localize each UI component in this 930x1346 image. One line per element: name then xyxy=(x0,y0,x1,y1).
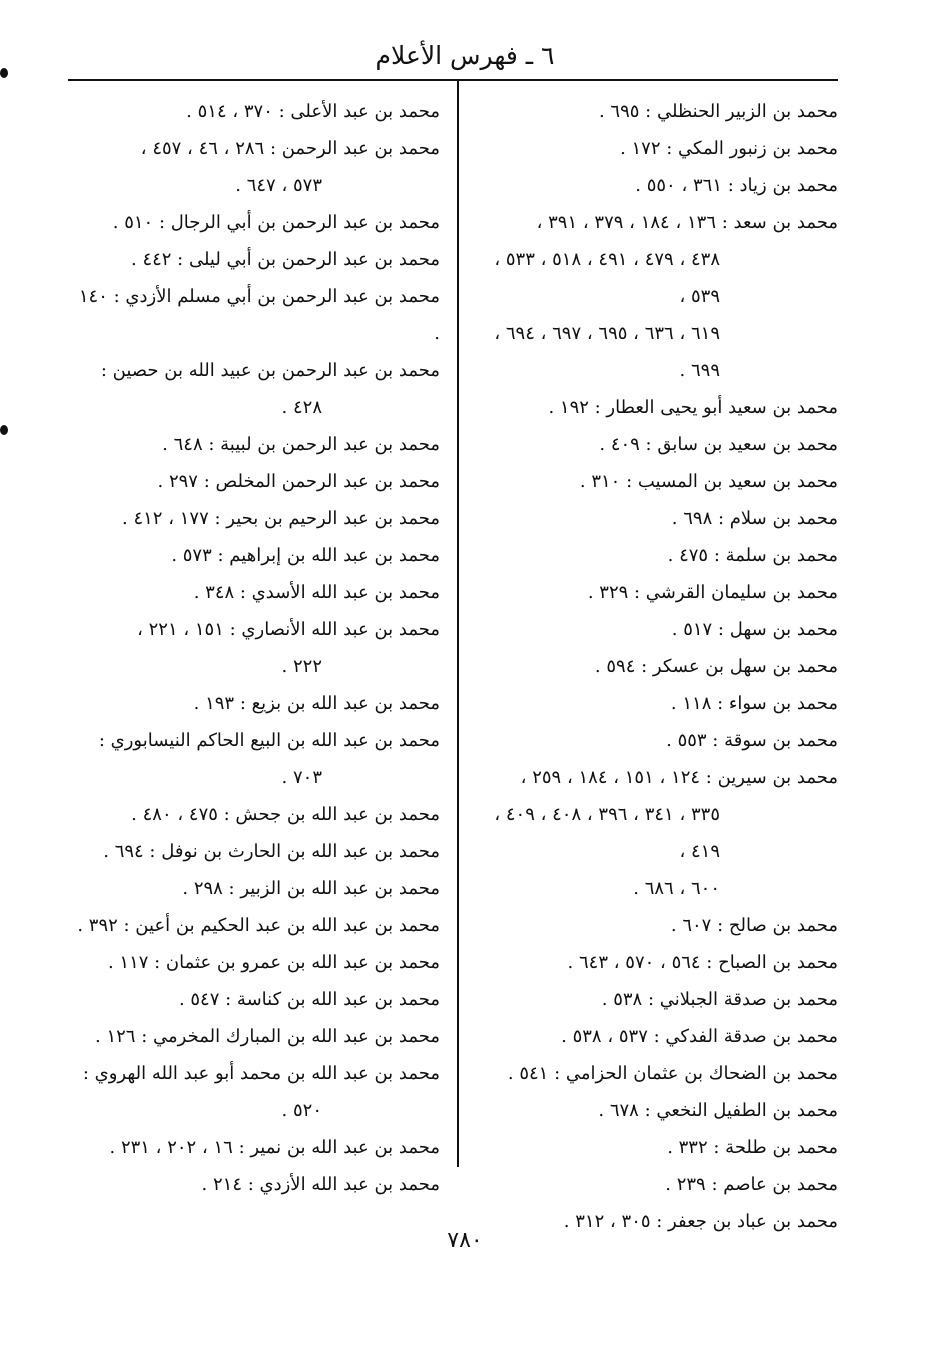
index-entry xyxy=(68,1018,440,1055)
index-entry-continuation: ٤٣٨ ، ٤٧٩ ، ٤٩١ ، ٥١٨ ، ٥٣٣ ، ٥٣٩ ، xyxy=(494,249,720,307)
index-entry-text: محمد بن عاصم : ٢٣٩ . xyxy=(665,1174,838,1195)
index-entry xyxy=(68,204,440,241)
index-entry-text: محمد بن عبد الله بن الزبير : ٢٩٨ . xyxy=(182,878,440,899)
index-entry-text: محمد بن عبد الرحمن بن عبيد الله بن حصين : xyxy=(100,360,440,381)
index-entry-text: محمد بن عبد الرحمن المخلص : ٢٩٧ . xyxy=(157,471,440,492)
index-entry-text: محمد بن سعيد بن سابق : ٤٠٩ . xyxy=(599,434,838,455)
index-entry xyxy=(68,1166,440,1203)
index-entry-text: محمد بن زنبور المكي : ١٧٢ . xyxy=(620,138,838,159)
index-entry xyxy=(68,537,440,574)
index-entry-text: محمد بن سهل بن عسكر : ٥٩٤ . xyxy=(594,656,838,677)
index-entry-text: محمد بن سعيد بن المسيب : ٣١٠ . xyxy=(579,471,838,492)
index-entry xyxy=(468,574,838,611)
index-entry-text: محمد بن عبد الله بن المبارك المخرمي : ١٢٦ . xyxy=(95,1026,440,1047)
index-entry-text: محمد بن سيرين : ١٢٤ ، ١٥١ ، ١٨٤ ، ٢٥٩ ، xyxy=(520,767,838,788)
index-entry xyxy=(68,278,440,352)
index-column-right xyxy=(468,93,838,1240)
index-entry-text: محمد بن صالح : ٦٠٧ . xyxy=(670,915,838,936)
running-header: ٦ ـ فهرس الأعلام xyxy=(375,41,555,70)
index-entry xyxy=(468,93,838,130)
index-entry xyxy=(68,870,440,907)
index-entry-text: محمد بن سلام : ٦٩٨ . xyxy=(671,508,838,529)
index-entry xyxy=(68,833,440,870)
index-entry-continuation: ٦٠٠ ، ٦٨٦ . xyxy=(633,878,720,899)
index-entry-continuation: ٥٢٠ . xyxy=(281,1100,322,1121)
index-entry-text: محمد بن زياد : ٣٦١ ، ٥٥٠ . xyxy=(635,175,838,196)
index-entry-text: محمد بن سعيد أبو يحيى العطار : ١٩٢ . xyxy=(548,397,838,418)
index-entry xyxy=(68,796,440,833)
index-entry-text: محمد بن عبد الرحمن : ٢٨٦ ، ٤٦ ، ٤٥٧ ، xyxy=(140,138,440,159)
index-entry-text: محمد بن طلحة : ٣٣٢ . xyxy=(667,1137,838,1158)
index-entry xyxy=(468,204,838,389)
index-entry xyxy=(468,907,838,944)
index-entry xyxy=(68,1129,440,1166)
index-entry-text: محمد بن الطفيل النخعي : ٦٧٨ . xyxy=(598,1100,838,1121)
index-entry-text: محمد بن سوقة : ٥٥٣ . xyxy=(666,730,838,751)
index-entry xyxy=(468,167,838,204)
index-entry-text: محمد بن عبد الأعلى : ٣٧٠ ، ٥١٤ . xyxy=(186,101,440,122)
index-entry xyxy=(468,722,838,759)
index-entry xyxy=(468,537,838,574)
page-number: ٧٨٠ xyxy=(447,1228,483,1253)
index-entry xyxy=(468,130,838,167)
index-entry-text: محمد بن عبد الله بن عبد الحكيم بن أعين : ٣٩٢ . xyxy=(77,915,440,936)
index-entry-text: محمد بن سليمان القرشي : ٣٢٩ . xyxy=(587,582,838,603)
index-entry xyxy=(468,500,838,537)
index-entry xyxy=(468,389,838,426)
index-entry xyxy=(468,1092,838,1129)
index-entry xyxy=(68,241,440,278)
header-rule xyxy=(68,79,838,81)
index-entry-continuation: ٣٣٥ ، ٣٤١ ، ٣٩٦ ، ٤٠٨ ، ٤٠٩ ، ٤١٩ ، xyxy=(494,804,720,862)
index-column-left xyxy=(68,93,440,1203)
index-entry-text: محمد بن عبد الرحمن بن أبي ليلى : ٤٤٢ . xyxy=(130,249,440,270)
index-entry-text: محمد بن عبد الرحمن بن أبي مسلم الأزدي : ١٤٠ . xyxy=(78,286,440,344)
index-entry-text: محمد بن عبد الله الأسدي : ٣٤٨ . xyxy=(193,582,440,603)
index-entry-text: محمد بن عبد الرحيم بن بحير : ١٧٧ ، ٤١٢ . xyxy=(122,508,440,529)
index-entry-text: محمد بن عبد الرحمن بن أبي الرجال : ٥١٠ . xyxy=(112,212,440,233)
index-entry-text: محمد بن عبد الله بن عمرو بن عثمان : ١١٧ . xyxy=(107,952,440,973)
index-entry xyxy=(468,648,838,685)
index-entry xyxy=(468,1129,838,1166)
index-entry-text: محمد بن عبد الله بن الحارث بن نوفل : ٦٩٤ . xyxy=(103,841,440,862)
index-entry xyxy=(468,463,838,500)
index-entry xyxy=(68,722,440,796)
index-entry-continuation: ٧٠٣ . xyxy=(281,767,322,788)
index-entry-text: محمد بن صدقة الجبلاني : ٥٣٨ . xyxy=(601,989,838,1010)
index-entry-text: محمد بن عبد الله بن إبراهيم : ٥٧٣ . xyxy=(171,545,440,566)
index-entry-text: محمد بن عبد الله بن نمير : ١٦ ، ٢٠٢ ، ٢٣١ . xyxy=(109,1137,440,1158)
index-entry xyxy=(68,426,440,463)
index-entry xyxy=(468,611,838,648)
index-entry xyxy=(68,93,440,130)
index-entry-text: محمد بن سلمة : ٤٧٥ . xyxy=(667,545,838,566)
index-entry xyxy=(468,1055,838,1092)
index-entry xyxy=(68,352,440,426)
index-entry-text: محمد بن سواء : ١١٨ . xyxy=(670,693,838,714)
index-entry-text: محمد بن الزبير الحنظلي : ٦٩٥ . xyxy=(598,101,838,122)
column-divider xyxy=(457,80,459,1167)
index-entry xyxy=(468,759,838,907)
index-entry-text: محمد بن عبد الرحمن بن لبيبة : ٦٤٨ . xyxy=(162,434,440,455)
index-entry-text: محمد بن عبد الله بن بزيع : ١٩٣ . xyxy=(193,693,440,714)
index-entry-text: محمد بن عبد الله بن كناسة : ٥٤٧ . xyxy=(178,989,440,1010)
index-entry xyxy=(68,574,440,611)
index-entry xyxy=(68,1055,440,1129)
index-entry-continuation: ٥٧٣ ، ٦٤٧ . xyxy=(235,175,322,196)
index-entry-text: محمد بن الضحاك بن عثمان الحزامي : ٥٤١ . xyxy=(507,1063,838,1084)
index-entry xyxy=(468,1018,838,1055)
index-entry xyxy=(68,907,440,944)
index-entry-text: محمد بن عبد الله بن البيع الحاكم النيسابوري : xyxy=(98,730,440,751)
margin-mark xyxy=(0,68,8,78)
index-entry-continuation: ٢٢٢ . xyxy=(281,656,322,677)
index-entry xyxy=(68,130,440,204)
index-entry xyxy=(468,685,838,722)
index-entry xyxy=(468,944,838,981)
index-entry-text: محمد بن عبد الله الأزدي : ٢١٤ . xyxy=(201,1174,440,1195)
index-entry xyxy=(68,463,440,500)
index-entry-text: محمد بن عبد الله بن محمد أبو عبد الله الهروي : xyxy=(82,1063,440,1084)
index-entry xyxy=(468,426,838,463)
index-entry-text: محمد بن الصباح : ٥٦٤ ، ٥٧٠ ، ٦٤٣ . xyxy=(567,952,838,973)
index-entry-text: محمد بن عبد الله الأنصاري : ١٥١ ، ٢٢١ ، xyxy=(137,619,440,640)
index-entry xyxy=(68,981,440,1018)
index-entry-text: محمد بن عباد بن جعفر : ٣٠٥ ، ٣١٢ . xyxy=(563,1211,838,1232)
index-entry-continuation: ٦١٩ ، ٦٣٦ ، ٦٩٥ ، ٦٩٧ ، ٦٩٤ ، ٦٩٩ . xyxy=(494,323,720,381)
index-entry-text: محمد بن سهل : ٥١٧ . xyxy=(671,619,838,640)
index-entry-text: محمد بن عبد الله بن جحش : ٤٧٥ ، ٤٨٠ . xyxy=(131,804,440,825)
index-entry xyxy=(68,500,440,537)
margin-mark xyxy=(0,425,8,435)
index-entry xyxy=(68,944,440,981)
index-entry xyxy=(68,611,440,685)
index-entry xyxy=(468,1166,838,1203)
index-entry-text: محمد بن سعد : ١٣٦ ، ١٨٤ ، ٣٧٩ ، ٣٩١ ، xyxy=(536,212,838,233)
index-entry xyxy=(468,981,838,1018)
index-entry-continuation: ٤٢٨ . xyxy=(281,397,322,418)
index-entry-text: محمد بن صدقة الفدكي : ٥٣٧ ، ٥٣٨ . xyxy=(561,1026,838,1047)
index-entry xyxy=(68,685,440,722)
